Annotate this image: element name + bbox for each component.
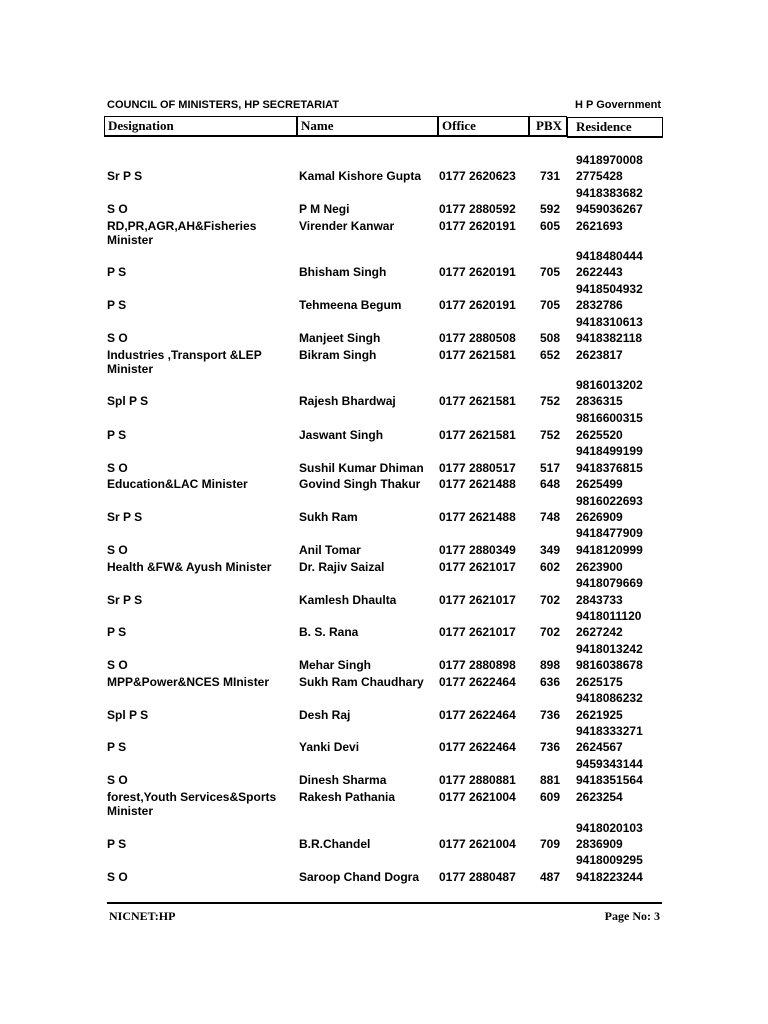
cell-pbx: 517: [540, 461, 561, 475]
cell-name: B. S. Rana: [299, 625, 359, 639]
cell-residence: 2621693: [576, 219, 623, 233]
cell-designation: Spl P S: [107, 708, 149, 722]
cell-pbx: 349: [540, 543, 561, 557]
cell-office: 0177 2880349: [439, 543, 516, 557]
cell-name: Manjeet Singh: [299, 331, 381, 345]
cell-residence: 2625520: [576, 428, 623, 442]
cell-pbx: 898: [540, 658, 561, 672]
column-header-pbx: PBX: [529, 116, 567, 137]
cell-name: Kamlesh Dhaulta: [299, 593, 397, 607]
cell-designation: S O: [107, 202, 128, 216]
cell-residence: 2623254: [576, 790, 623, 804]
cell-residence: 9418086232: [576, 691, 643, 705]
cell-residence: 9418477909: [576, 526, 643, 540]
cell-residence: 9459343144: [576, 757, 643, 771]
cell-name: Sukh Ram Chaudhary: [299, 675, 424, 689]
cell-residence: 9418376815: [576, 461, 643, 475]
cell-designation: S O: [107, 773, 128, 787]
cell-pbx: 705: [540, 298, 561, 312]
cell-pbx: 748: [540, 510, 561, 524]
cell-pbx: 705: [540, 265, 561, 279]
cell-name: Sukh Ram: [299, 510, 358, 524]
cell-office: 0177 2620623: [439, 169, 516, 183]
cell-office: 0177 2621581: [439, 348, 516, 362]
cell-pbx: 487: [540, 870, 561, 884]
cell-residence: 2626909: [576, 510, 623, 524]
cell-residence: 9418970008: [576, 153, 643, 167]
cell-name: Tehmeena Begum: [299, 298, 402, 312]
cell-office: 0177 2621581: [439, 428, 516, 442]
cell-office: 0177 2621581: [439, 394, 516, 408]
cell-residence: 2625175: [576, 675, 623, 689]
cell-residence: 9418382118: [576, 331, 643, 345]
cell-pbx: 702: [540, 593, 561, 607]
cell-residence: 9418333271: [576, 724, 643, 738]
cell-name: Rakesh Pathania: [299, 790, 396, 804]
cell-office: 0177 2622464: [439, 708, 516, 722]
cell-residence: 9418310613: [576, 315, 643, 329]
cell-name: Rajesh Bhardwaj: [299, 394, 396, 408]
cell-office: 0177 2621017: [439, 593, 516, 607]
cell-office: 0177 2880592: [439, 202, 516, 216]
cell-name: Dr. Rajiv Saizal: [299, 560, 385, 574]
cell-designation: S O: [107, 461, 128, 475]
cell-designation: P S: [107, 298, 127, 312]
cell-pbx: 709: [540, 837, 561, 851]
cell-office: 0177 2880898: [439, 658, 516, 672]
cell-designation: S O: [107, 870, 128, 884]
cell-name: P M Negi: [299, 202, 350, 216]
cell-pbx: 736: [540, 708, 561, 722]
cell-designation: S O: [107, 331, 128, 345]
cell-residence: 2622443: [576, 265, 623, 279]
document-header-title: COUNCIL OF MINISTERS, HP SECRETARIAT: [107, 99, 340, 111]
cell-residence: 2843733: [576, 593, 623, 607]
cell-name: Mehar Singh: [299, 658, 372, 672]
cell-pbx: 508: [540, 331, 561, 345]
cell-pbx: 592: [540, 202, 561, 216]
cell-residence: 2623900: [576, 560, 623, 574]
cell-residence: 2627242: [576, 625, 623, 639]
cell-designation: forest,Youth Services&Sports Minister: [107, 790, 277, 818]
cell-designation: P S: [107, 428, 127, 442]
cell-pbx: 652: [540, 348, 561, 362]
cell-residence: 2836909: [576, 837, 623, 851]
cell-office: 0177 2622464: [439, 675, 516, 689]
cell-residence: 9418480444: [576, 249, 643, 263]
cell-residence: 9418383682: [576, 186, 643, 200]
cell-name: Anil Tomar: [299, 543, 361, 557]
cell-designation: Health &FW& Ayush Minister: [107, 560, 272, 574]
cell-name: Virender Kanwar: [299, 219, 395, 233]
cell-designation: P S: [107, 265, 127, 279]
cell-name: Saroop Chand Dogra: [299, 870, 420, 884]
cell-residence: 2621925: [576, 708, 623, 722]
cell-pbx: 636: [540, 675, 561, 689]
cell-name: Sushil Kumar Dhiman: [299, 461, 424, 475]
cell-residence: 9418013242: [576, 642, 643, 656]
cell-designation: S O: [107, 658, 128, 672]
cell-office: 0177 2880487: [439, 870, 516, 884]
footer-divider: [107, 902, 662, 904]
cell-name: Kamal Kishore Gupta: [299, 169, 422, 183]
cell-name: Dinesh Sharma: [299, 773, 387, 787]
cell-office: 0177 2620191: [439, 298, 516, 312]
cell-name: Govind Singh Thakur: [299, 477, 421, 491]
cell-residence: 9418351564: [576, 773, 643, 787]
cell-residence: 2625499: [576, 477, 623, 491]
cell-name: B.R.Chandel: [299, 837, 371, 851]
cell-office: 0177 2621004: [439, 790, 516, 804]
cell-office: 0177 2620191: [439, 219, 516, 233]
cell-designation: Sr P S: [107, 593, 143, 607]
cell-residence: 9418223244: [576, 870, 643, 884]
cell-name: Desh Raj: [299, 708, 351, 722]
cell-name: Bikram Singh: [299, 348, 377, 362]
cell-pbx: 731: [540, 169, 561, 183]
cell-residence: 2775428: [576, 169, 623, 183]
cell-designation: RD,PR,AGR,AH&Fisheries Minister: [107, 219, 257, 247]
cell-pbx: 736: [540, 740, 561, 754]
cell-residence: 9816022693: [576, 494, 643, 508]
cell-office: 0177 2621017: [439, 560, 516, 574]
cell-residence: 9459036267: [576, 202, 643, 216]
cell-office: 0177 2621004: [439, 837, 516, 851]
cell-designation: Sr P S: [107, 510, 143, 524]
cell-designation: Industries ,Transport &LEP Minister: [107, 348, 262, 376]
column-header-office: Office: [438, 116, 529, 137]
cell-residence: 2836315: [576, 394, 623, 408]
cell-office: 0177 2880881: [439, 773, 516, 787]
document-header-org: H P Government: [575, 99, 661, 111]
column-header-name: Name: [297, 116, 438, 137]
cell-office: 0177 2620191: [439, 265, 516, 279]
cell-residence: 2832786: [576, 298, 623, 312]
cell-designation: P S: [107, 625, 127, 639]
footer-network-label: NICNET:HP: [109, 909, 176, 923]
cell-residence: 9418020103: [576, 821, 643, 835]
cell-name: Bhisham Singh: [299, 265, 387, 279]
cell-pbx: 702: [540, 625, 561, 639]
cell-pbx: 648: [540, 477, 561, 491]
cell-office: 0177 2621488: [439, 510, 516, 524]
cell-residence: 9418079669: [576, 576, 643, 590]
cell-residence: 9816600315: [576, 411, 643, 425]
cell-residence: 9816013202: [576, 378, 643, 392]
cell-residence: 9816038678: [576, 658, 643, 672]
cell-designation: P S: [107, 740, 127, 754]
cell-office: 0177 2880508: [439, 331, 516, 345]
cell-residence: 2624567: [576, 740, 623, 754]
column-header-residence: Residence: [567, 117, 663, 138]
cell-designation: MPP&Power&NCES MInister: [107, 675, 270, 689]
cell-designation: S O: [107, 543, 128, 557]
cell-pbx: 752: [540, 394, 561, 408]
cell-designation: Sr P S: [107, 169, 143, 183]
cell-name: Jaswant Singh: [299, 428, 384, 442]
footer-page-number: Page No: 3: [604, 909, 660, 923]
cell-residence: 9418120999: [576, 543, 643, 557]
cell-designation: Education&LAC Minister: [107, 477, 248, 491]
cell-pbx: 602: [540, 560, 561, 574]
cell-pbx: 609: [540, 790, 561, 804]
cell-office: 0177 2880517: [439, 461, 516, 475]
cell-residence: 9418504932: [576, 282, 643, 296]
cell-residence: 2623817: [576, 348, 623, 362]
cell-designation: P S: [107, 837, 127, 851]
cell-residence: 9418009295: [576, 853, 643, 867]
cell-residence: 9418499199: [576, 444, 643, 458]
cell-pbx: 881: [540, 773, 561, 787]
cell-name: Yanki Devi: [299, 740, 360, 754]
cell-pbx: 752: [540, 428, 561, 442]
cell-office: 0177 2621017: [439, 625, 516, 639]
cell-pbx: 605: [540, 219, 561, 233]
cell-residence: 9418011120: [576, 609, 642, 623]
cell-designation: Spl P S: [107, 394, 149, 408]
cell-office: 0177 2621488: [439, 477, 516, 491]
column-header-designation: Designation: [104, 116, 297, 137]
cell-office: 0177 2622464: [439, 740, 516, 754]
